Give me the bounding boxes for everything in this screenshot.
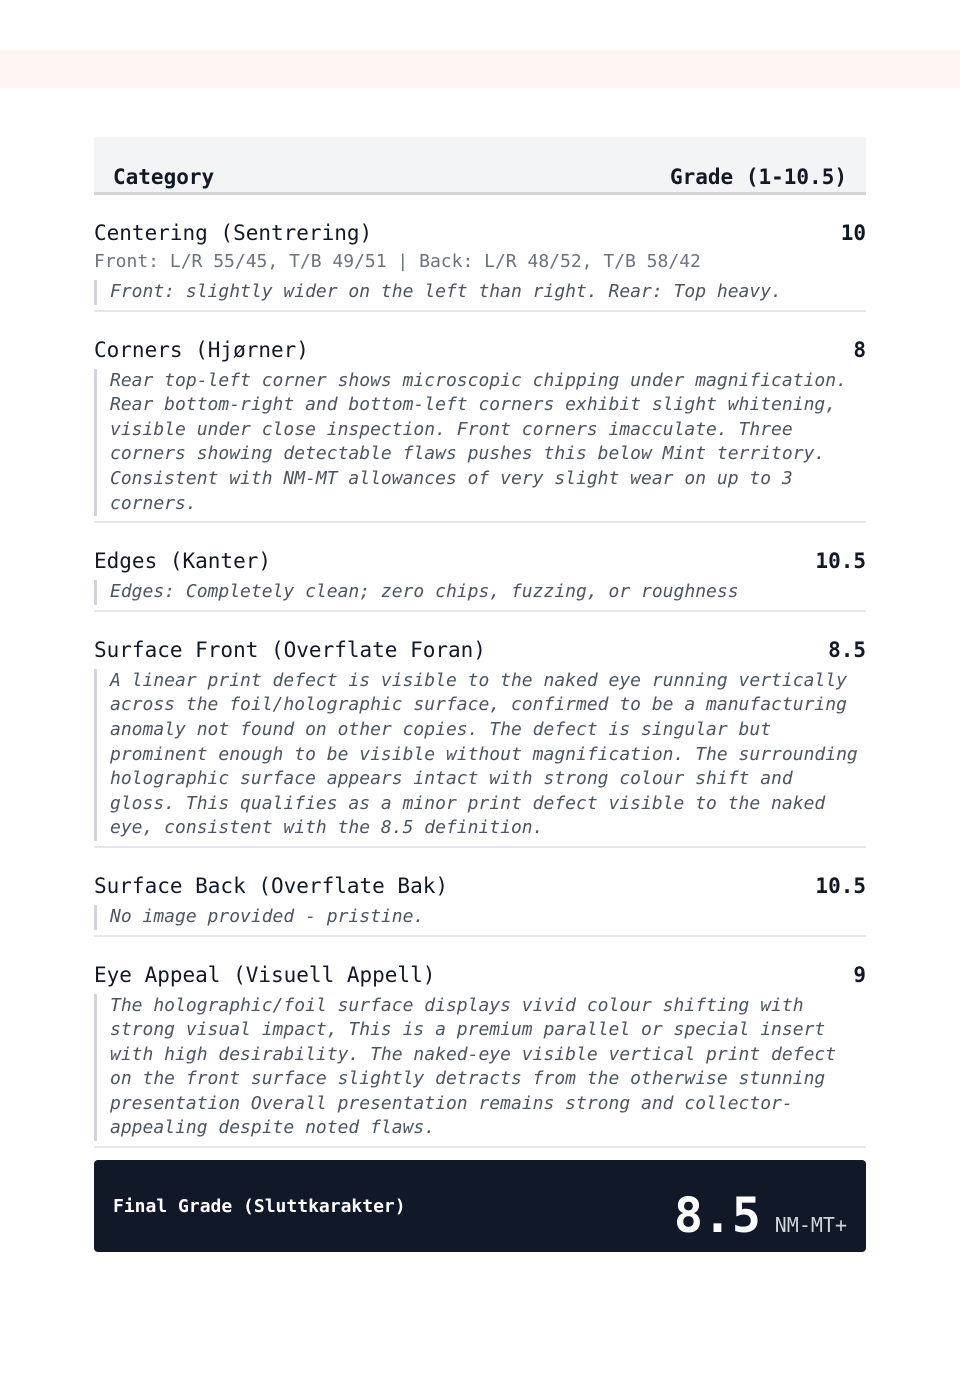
row-category: Corners (Hjørner) <box>94 337 309 362</box>
row-grade: 8 <box>853 337 866 362</box>
row-surface-back <box>94 848 866 937</box>
row-note: The holographic/foil surface displays vivid colour shifting with strong visual impact, This is a premium parallel or special insert with high desirability. The naked-eye visible vertical print defect on the front surface slightly detracts from the otherwise stunning presentation Overall presentation remains strong and collector-appealing despite noted flaws. <box>94 994 866 1142</box>
final-grade-value: 8.5 <box>674 1188 761 1245</box>
header-category: Category <box>113 165 215 189</box>
row-grade: 10.5 <box>815 873 866 898</box>
row-note: No image provided - pristine. <box>94 905 866 930</box>
row-note: Rear top-left corner shows microscopic chipping under magnification. Rear bottom-right and bottom-left corners exhibit slight whitening, visible under close inspection. Front corners imacculate. Three corners showing detectable flaws pushes this below Mint territory. Consistent with NM-MT allowances of very slight wear on up to 3 corners. <box>94 369 866 517</box>
row-eye-appeal <box>94 937 866 1149</box>
final-grade-descriptor: NM-MT+ <box>774 1213 847 1238</box>
row-category: Edges (Kanter) <box>94 549 272 574</box>
row-category: Surface Front (Overflate Foran) <box>94 637 486 662</box>
row-surface-front <box>94 612 866 848</box>
row-grade: 8.5 <box>828 637 866 662</box>
row-category: Eye Appeal (Visuell Appell) <box>94 962 436 987</box>
row-category: Surface Back (Overflate Bak) <box>94 873 449 898</box>
row-grade: 10.5 <box>815 549 866 574</box>
row-grade: 9 <box>853 962 866 987</box>
row-note: Edges: Completely clean; zero chips, fuzzing, or roughness <box>94 580 866 605</box>
row-edges <box>94 523 866 612</box>
row-note: Front: slightly wider on the left than right. Rear: Top heavy. <box>94 280 866 305</box>
centering-measurements: Front: L/R 55/45, T/B 49/51 | Back: L/R 48/52, T/B 58/42 <box>94 251 701 272</box>
top-banner <box>0 50 960 88</box>
row-centering <box>94 195 866 312</box>
table-header <box>94 137 866 195</box>
final-grade-bar <box>94 1160 866 1252</box>
final-grade-label: Final Grade (Sluttkarakter) <box>113 1195 406 1217</box>
header-grade: Grade (1-10.5) <box>669 165 847 189</box>
grading-table <box>94 137 866 1252</box>
row-corners <box>94 312 866 524</box>
row-grade: 10 <box>840 221 866 245</box>
row-note: A linear print defect is visible to the naked eye running vertically across the foil/holographic surface, confirmed to be a manufacturing anomaly not found on other copies. The defect is singular but prominent enough to be visible without magnification. The surrounding holographic surface appears intact with strong colour shift and gloss. This qualifies as a minor print defect visible to the naked eye, consistent with the 8.5 definition. <box>94 669 866 841</box>
row-category: Centering (Sentrering) <box>94 221 373 245</box>
